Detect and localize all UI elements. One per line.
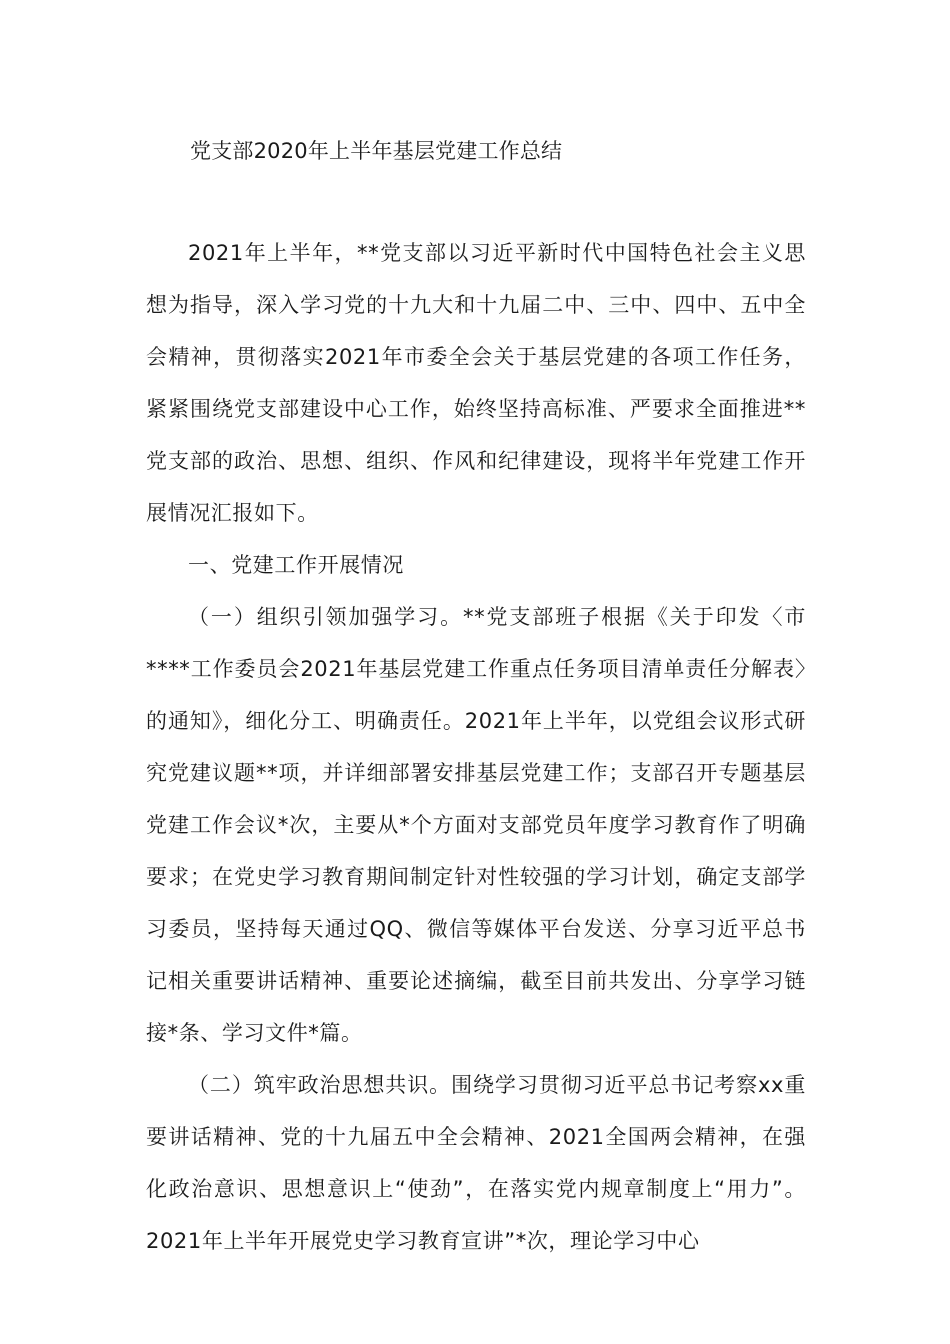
paragraph-political: （二）筑牢政治思想共识。围绕学习贯彻习近平总书记考察xx重要讲话精神、党的十九届五中全会精神、2021全国两会精神，在强化政治意识、思想意识上“使劲”，在落实党内规章制度上“用力”。2021年上半年开展党史学习教育宣讲”*次，理论学习中心 bbox=[146, 1073, 806, 1253]
paragraph-study: （一）组织引领加强学习。**党支部班子根据《关于印发〈市****工作委员会2021年基层党建工作重点任务项目清单责任分解表〉的通知》，细化分工、明确责任。2021年上半年，以党组会议形式研究党建议题**项，并详细部署安排基层党建工作；支部召开专题基层党建工作会议*次，主要从*个方面对支部党员年度学习教育作了明确要求；在党史学习教育期间制定针对性较强的学习计划，确定支部学习委员，坚持每天通过QQ、微信等媒体平台发送、分享习近平总书记相关重要讲话精神、重要论述摘编，截至目前共发出、分享学习链接*条、学习文件*篇。 bbox=[146, 605, 806, 1045]
section-heading: 一、党建工作开展情况 bbox=[188, 553, 404, 577]
paragraph-intro: 2021年上半年，**党支部以习近平新时代中国特色社会主义思想为指导，深入学习党的十九大和十九届二中、三中、四中、五中全会精神，贯彻落实2021年市委全会关于基层党建的各项工作任务，紧紧围绕党支部建设中心工作，始终坚持高标准、严要求全面推进**党支部的政治、思想、组织、作风和纪律建设，现将半年党建工作开展情况汇报如下。 bbox=[146, 241, 806, 525]
document-title: 党支部2020年上半年基层党建工作总结 bbox=[190, 139, 563, 163]
document-body bbox=[146, 227, 806, 1267]
